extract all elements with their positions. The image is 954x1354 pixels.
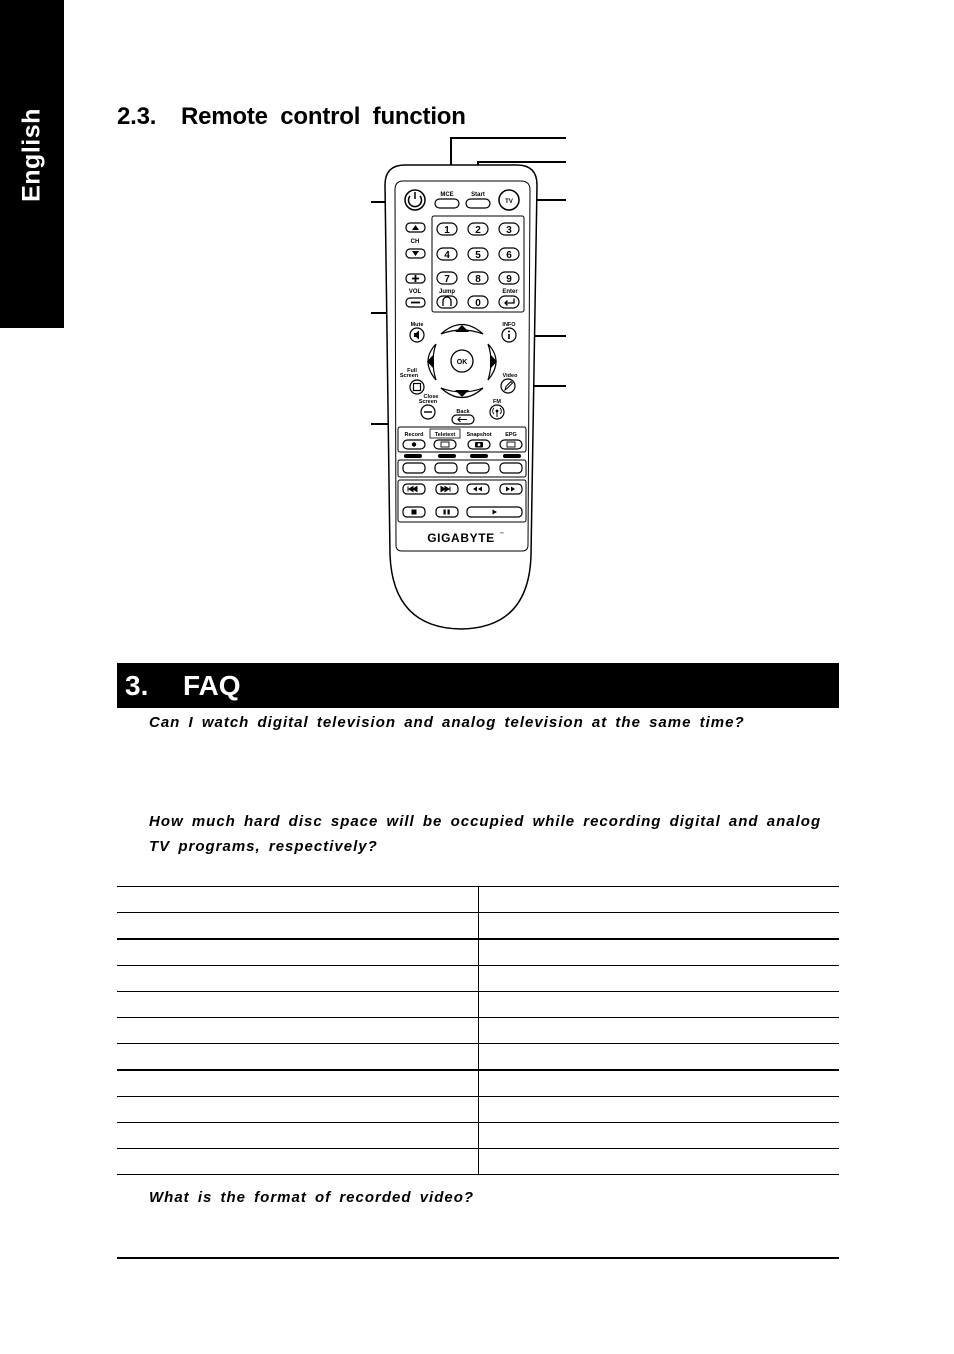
enter-button [499,296,519,308]
number-key: 1 [444,225,450,236]
table-row [117,965,839,991]
storage-table [117,886,839,1175]
ch-label: CH [410,239,420,245]
pause-button [436,507,458,517]
faq-heading [117,663,839,708]
jump-label: Jump [438,289,456,295]
section-number: 2.3. [117,103,157,130]
epg-button [500,440,522,449]
section-title: Remote control function [181,103,466,130]
number-key: 5 [475,250,481,261]
table-row [117,938,839,965]
mce-label: MCE [440,192,454,198]
table-row [117,991,839,1017]
number-key: 8 [475,274,481,285]
epg-label: EPG [505,432,517,438]
table-row [117,1069,839,1096]
faq-number: 3. [125,669,149,701]
fm-label: FM [493,399,501,405]
faq-question: Can I watch digital television and analog television at the same time? [149,714,745,731]
number-key: 0 [475,298,481,309]
close-screen-label-line2: Screen [418,399,438,405]
full-screen-label-line2: Screen [399,373,419,379]
table-row [117,912,839,938]
full-screen-label-line1: Full [407,368,417,374]
mute-label: Mute [410,322,424,328]
faq-question: How much hard disc space will be occupied while recording digital and analog TV programs, respectively? [149,813,822,855]
snapshot-label: Snapshot [466,432,492,438]
ok-label: OK [456,359,468,366]
table-row [117,1017,839,1043]
enter-label: Enter [502,289,518,295]
number-key: 4 [444,250,450,261]
faq-title: FAQ [183,669,241,701]
close-screen-label-line1: Close [423,394,439,400]
teletext-button [434,440,456,449]
mce-button [435,199,459,208]
brand-logo: GIGABYTE [427,531,495,545]
vol-label: VOL [408,289,422,295]
video-label: Video [502,373,518,379]
brand-trademark: ™ [500,531,504,536]
table-row [117,886,839,912]
faq-question: What is the format of recorded video? [149,1189,475,1206]
table-row [117,1096,839,1122]
number-key: 3 [506,225,512,236]
table-row [117,1148,839,1175]
number-key: 7 [444,274,450,285]
back-label: Back [456,409,470,415]
table-row [117,1043,839,1069]
power-button [405,190,425,210]
info-label: INFO [502,322,516,328]
start-label: Start [471,192,485,198]
bottom-rule [117,1257,839,1259]
number-key: 2 [475,225,481,236]
jump-button [437,296,457,308]
record-label: Record [404,432,424,438]
full-screen-button [410,380,424,394]
number-key: 6 [506,250,512,261]
start-button [466,199,490,208]
table-row [117,1122,839,1148]
teletext-label: Teletext [434,432,456,438]
language-tab-label: English [17,108,46,202]
number-key: 9 [506,274,512,285]
tv-label: TV [505,199,513,205]
video-button [501,379,515,393]
remote-control-diagram [0,0,954,660]
